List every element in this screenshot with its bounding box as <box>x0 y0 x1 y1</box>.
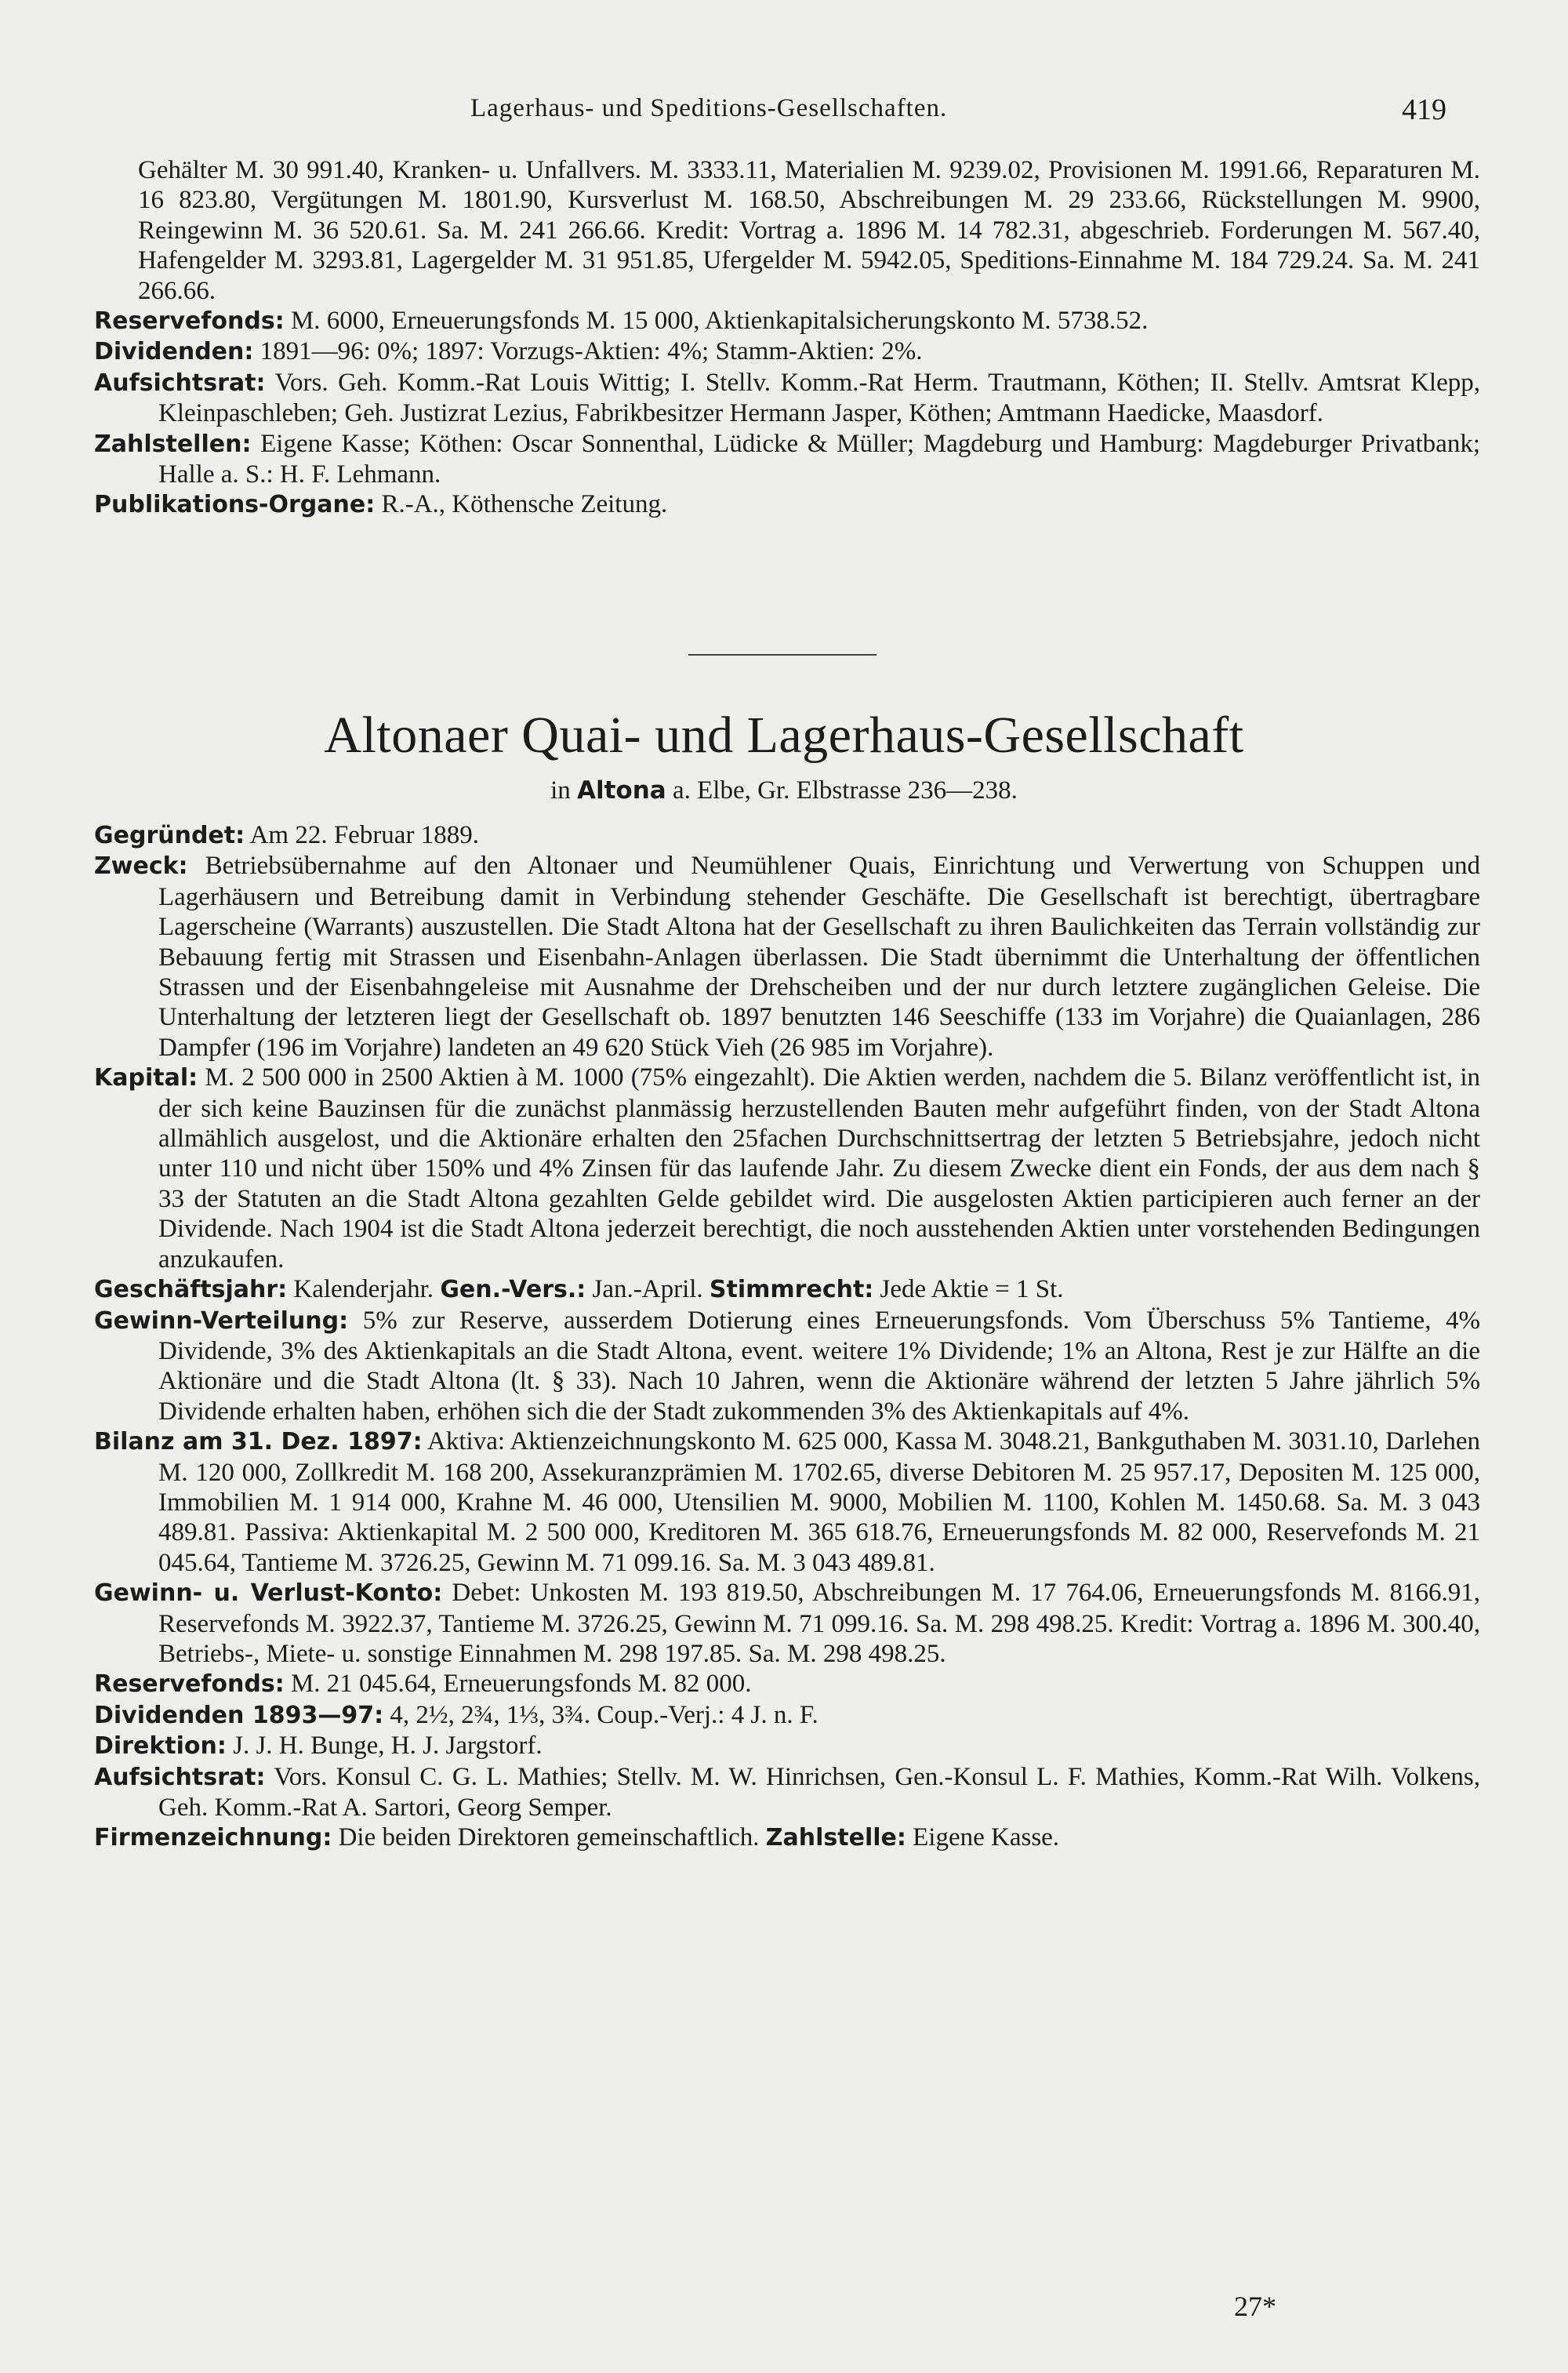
signature-mark: 27* <box>1234 2291 1276 2322</box>
company-address <box>0 776 1568 805</box>
entry-label: Zahlstellen: <box>94 430 252 458</box>
entry-text: Am 22. Februar 1889. <box>249 821 479 849</box>
entry-zahlstellen <box>94 429 1480 490</box>
entry-label-stimmrecht: Stimmrecht: <box>709 1276 874 1304</box>
entry-label: Zweck: <box>94 852 188 881</box>
entry-aufsichtsrat <box>94 368 1480 429</box>
entry-firmenzeichnung <box>94 1822 1480 1853</box>
previous-company-section <box>94 155 1480 521</box>
entry-direktion <box>94 1731 1480 1761</box>
section-divider <box>688 654 877 656</box>
entry-reservefonds <box>94 1669 1480 1699</box>
entry-text: Eigene Kasse; Köthen: Oscar Sonnenthal, Lüdicke & Müller; Magdeburg und Hamburg: Magdeburger Privatbank; Halle a. S.: H. F. Lehmann. <box>158 429 1480 489</box>
entry-text: Aktiva: Aktienzeichnungskonto M. 625 000, Kassa M. 3048.21, Bankguthaben M. 3031.10, Darlehen M. 120 000, Zollkredit M. 168 200, Assekuranzprämien M. 1702.65, diverse Debitoren M. 25 957.17, Depositen M. 125 000, Immobilien M. 1 914 000, Krahne M. 46 000, Utensilien M. 9000, Mobilien M. 1100, Kohlen M. 1450.68. Sa. M. 3 043 489.81. Passiva: Aktienkapital M. 2 500 000, Kreditoren M. 365 618.76, Erneuerungsfonds M. 82 000, Reservefonds M. 21 045.64, Tantieme M. 3726.25, Gewinn M. 71 099.16. Sa. M. 3 043 489.81. <box>158 1427 1480 1577</box>
entry-text: 5% zur Reserve, ausserdem Dotierung eines Erneuerungsfonds. Vom Überschuss 5% Tantieme, 4% Dividende, 3% des Aktienkapitals an die Stadt Altona, event. weitere 1% Dividende; 1% an Altona, Rest je zur Hälfte an die Aktionäre und die Stadt Altona (lt. § 33). Nach 10 Jahren, wenn die Aktionäre während der letzten 5 Jahre jährlich 5% Dividende erhalten haben, erhöhen sich die der Stadt zukommenden 3% des Aktienkapitals auf 4%. <box>158 1306 1480 1426</box>
entry-aufsichtsrat <box>94 1762 1480 1823</box>
entry-label: Aufsichtsrat: <box>94 1763 266 1791</box>
page-number: 419 <box>1402 93 1446 126</box>
entry-label-gen-vers: Gen.-Vers.: <box>440 1276 586 1304</box>
entry-label: Firmenzeichnung: <box>94 1824 332 1852</box>
entry-text: 1891—96: 0%; 1897: Vorzugs-Aktien: 4%; Stamm-Aktien: 2%. <box>260 337 923 366</box>
entry-bilanz <box>94 1426 1480 1578</box>
entry-label: Bilanz am 31. Dez. 1897: <box>94 1428 423 1456</box>
entry-dividenden <box>94 336 1480 367</box>
entry-reservefonds <box>94 306 1480 336</box>
entry-label: Reservefonds: <box>94 307 285 336</box>
location-prefix: in <box>550 776 571 805</box>
entry-text: M. 6000, Erneuerungsfonds M. 15 000, Aktienkapitalsicherungskonto M. 5738.52. <box>290 307 1149 336</box>
entry-publikations-organe <box>94 489 1480 520</box>
entry-label: Aufsichtsrat: <box>94 369 266 397</box>
entry-label: Dividenden: <box>94 338 254 366</box>
entry-dividenden <box>94 1700 1480 1731</box>
location-city: Altona <box>577 776 666 805</box>
running-title: Lagerhaus- und Speditions-Gesellschaften. <box>470 94 948 122</box>
entry-kapital <box>94 1063 1480 1274</box>
entry-gewinn-verteilung <box>94 1306 1480 1427</box>
entry-geschaeftsjahr <box>94 1274 1480 1305</box>
entry-label: Geschäftsjahr: <box>94 1276 288 1304</box>
entry-zweck <box>94 851 1480 1063</box>
entry-label: Gewinn- u. Verlust-Konto: <box>94 1579 443 1608</box>
entry-text: M. 2 500 000 in 2500 Aktien à M. 1000 (75% eingezahlt). Die Aktien werden, nachdem die 5. Bilanz veröffentlicht ist, in der sich keine Bauzinsen für die zunächst planmässig herzustellenden Bauten mehr aufgeführt finden, von der Stadt Altona allmählich ausgelost, und die Aktionäre erhalten den 25fachen Durchschnittsertrag der letzten 5 Betriebsjahre, jedoch nicht unter 110 und nicht über 150% und 4% Zinsen für das laufende Jahr. Zu diesem Zwecke dient ein Fonds, der aus dem nach § 33 der Statuten an die Stadt Altona gezahlten Gelde gebildet wird. Die ausgelosten Aktien participieren auch ferner an der Dividende. Nach 1904 ist die Stadt Altona jederzeit berechtigt, die noch ausstehenden Aktien unter vorstehenden Bedingungen anzukaufen. <box>158 1063 1480 1274</box>
entry-label: Gewinn-Verteilung: <box>94 1306 349 1335</box>
entry-label: Dividenden 1893—97: <box>94 1701 384 1729</box>
continuation-text: Gehälter M. 30 991.40, Kranken- u. Unfallvers. M. 3333.11, Materialien M. 9239.02, Provisionen M. 1991.66, Reparaturen M. 16 823.80, Vergütungen M. 1801.90, Kursverlust M. 168.50, Abschreibungen M. 29 233.66, Rückstellungen M. 9900, Reingewinn M. 36 520.61. Sa. M. 241 266.66. Kredit: Vortrag a. 1896 M. 14 782.31, abgeschrieb. Forderungen M. 567.40, Hafengelder M. 3293.81, Lagergelder M. 31 951.85, Ufergelder M. 5942.05, Speditions-Einnahme M. 184 729.24. Sa. M. 241 266.66. <box>138 156 1480 305</box>
entry-label-zahlstelle: Zahlstelle: <box>765 1824 906 1852</box>
entry-gewinn-verlust-konto <box>94 1578 1480 1669</box>
entry-text: 4, 2½, 2¾, 1⅓, 3¾. Coup.-Verj.: 4 J. n. F. <box>390 1700 818 1729</box>
entry-label: Kapital: <box>94 1064 198 1092</box>
entry-text: Vors. Konsul C. G. L. Mathies; Stellv. M. W. Hinrichsen, Gen.-Konsul L. F. Mathies, Komm.-Rat Wilh. Volkens, Geh. Komm.-Rat A. Sartori, Georg Semper. <box>158 1762 1480 1822</box>
entry-text: Kalenderjahr. <box>293 1275 434 1304</box>
entry-gegruendet <box>94 820 1480 851</box>
entry-text: R.-A., Köthensche Zeitung. <box>381 490 668 519</box>
company-title: Altonaer Quai- und Lagerhaus-Gesellschaft <box>324 707 1244 764</box>
entry-text: Die beiden Direktoren gemeinschaftlich. <box>338 1823 760 1852</box>
location-rest: a. Elbe, Gr. Elbstrasse 236—238. <box>672 776 1018 805</box>
entry-text-stimmrecht: Jede Aktie = 1 St. <box>880 1275 1064 1304</box>
entry-text-gen-vers: Jan.-April. <box>592 1275 703 1304</box>
company-entries <box>94 820 1480 1854</box>
entry-text: Debet: Unkosten M. 193 819.50, Abschreibungen M. 17 764.06, Erneuerungsfonds M. 8166.91, Reservefonds M. 3922.37, Tantieme M. 3726.25, Gewinn M. 71 099.16. Sa. M. 298 498.25. Kredit: Vortrag a. 1896 M. 300.40, Betriebs-, Miete- u. sonstige Einnahmen M. 298 197.85. Sa. M. 298 498.25. <box>158 1579 1480 1668</box>
entry-text-zahlstelle: Eigene Kasse. <box>913 1823 1060 1852</box>
entry-text: J. J. H. Bunge, H. J. Jargstorf. <box>233 1732 543 1761</box>
entry-text: Vors. Geh. Komm.-Rat Louis Wittig; I. Stellv. Komm.-Rat Herm. Trautmann, Köthen; II. Stellv. Amtsrat Klepp, Kleinpaschleben; Geh. Justizrat Lezius, Fabrikbesitzer Hermann Jasper, Köthen; Amtmann Haedicke, Maasdorf. <box>158 368 1480 428</box>
entry-label: Publikations-Organe: <box>94 491 376 519</box>
entry-label: Direktion: <box>94 1732 227 1761</box>
entry-text: M. 21 045.64, Erneuerungsfonds M. 82 000. <box>290 1670 752 1699</box>
entry-text: Betriebsübernahme auf den Altonaer und Neumühlener Quais, Einrichtung und Verwertung von Schuppen und Lagerhäusern und Betreibung damit in Verbindung stehender Geschäfte. Die Gesellschaft ist berechtigt, übertragbare Lagerscheine (Warrants) auszustellen. Die Stadt Altona hat der Gesellschaft zu ihren Baulichkeiten das Terrain vollständig zur Bebauung fertig mit Strassen und Eisenbahn-Anlagen überlassen. Die Stadt übernimmt die Unterhaltung der öffentlichen Strassen und der Eisenbahngeleise mit Ausnahme der Drehscheiben und der nur durch letztere zugänglichen Geleise. Die Unterhaltung der letzteren liegt der Gesellschaft ob. 1897 benutzten 146 Seeschiffe (133 im Vorjahre) die Quaianlagen, 286 Dampfer (196 im Vorjahre) landeten an 49 620 Stück Vieh (26 985 im Vorjahre). <box>158 852 1481 1062</box>
entry-label: Gegründet: <box>94 822 245 849</box>
entry-label: Reservefonds: <box>94 1670 285 1699</box>
